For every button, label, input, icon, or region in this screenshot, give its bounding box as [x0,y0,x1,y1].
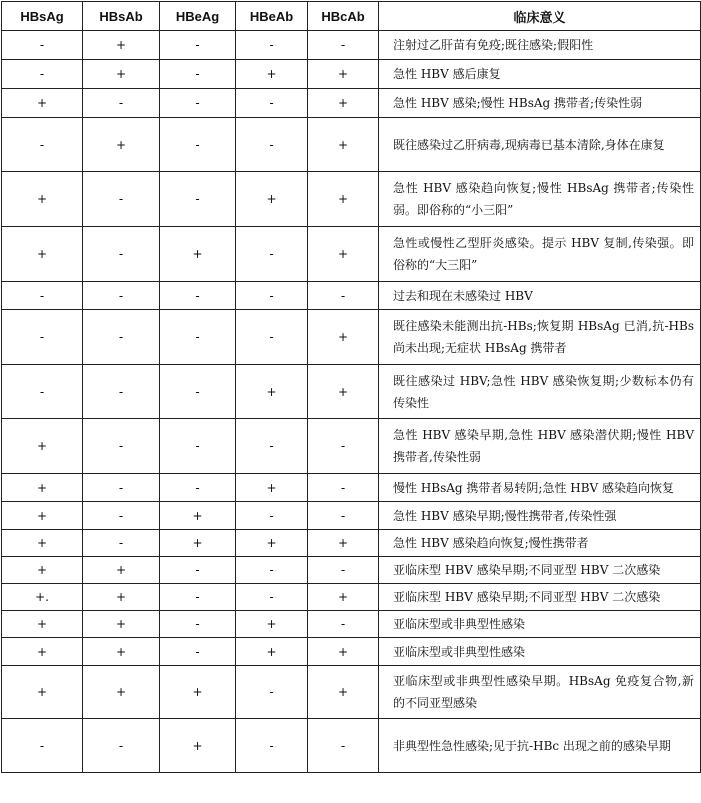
cell-hbsab-result: + [83,584,160,611]
table-row [2,365,701,419]
cell-clinical-meaning: 急性或慢性乙型肝炎感染。提示 HBV 复制,传染强。即俗称的“大三阳” [379,227,701,282]
cell-hbsab-result: - [83,719,160,773]
cell-hbsab-result: - [83,419,160,474]
cell-hbsag-result: + [2,557,83,584]
cell-hbsag-result: - [2,60,83,89]
cell-clinical-meaning: 急性 HBV 感染趋向恢复;慢性 HBsAg 携带者;传染性弱。即俗称的“小三阳” [379,172,701,227]
hbv-markers-table [1,1,701,773]
cell-hbsag-result: + [2,474,83,502]
table-row [2,282,701,310]
cell-hbeab-result: - [236,282,308,310]
table-row [2,60,701,89]
cell-hbsag-result: + [2,611,83,638]
cell-hbcab-result: - [308,31,379,60]
cell-hbeag-result: - [160,172,236,227]
cell-hbcab-result: - [308,474,379,502]
cell-hbeab-result: - [236,502,308,530]
cell-hbeag-result: - [160,31,236,60]
cell-hbeag-result: - [160,310,236,365]
cell-hbsag-result: - [2,118,83,172]
cell-hbeab-result: - [236,666,308,719]
cell-hbeag-result: - [160,60,236,89]
cell-hbsag-result: - [2,31,83,60]
cell-hbeag-result: - [160,365,236,419]
cell-hbeag-result: - [160,557,236,584]
cell-clinical-meaning: 急性 HBV 感染;慢性 HBsAg 携带者;传染性弱 [379,89,701,118]
cell-hbeab-result: - [236,118,308,172]
header-hbeab: HBeAb [236,2,308,31]
cell-clinical-meaning: 既往感染过乙肝病毒,现病毒已基本清除,身体在康复 [379,118,701,172]
cell-hbeab-result: - [236,584,308,611]
cell-clinical-meaning: 亚临床型 HBV 感染早期;不同亚型 HBV 二次感染 [379,557,701,584]
cell-hbcab-result: + [308,227,379,282]
cell-clinical-meaning: 急性 HBV 感染趋向恢复;慢性携带者 [379,530,701,557]
cell-hbsab-result: - [83,172,160,227]
table-row [2,118,701,172]
cell-hbsag-result: - [2,365,83,419]
cell-hbcab-result: - [308,502,379,530]
cell-hbcab-result: + [308,310,379,365]
header-hbcab: HBcAb [308,2,379,31]
cell-clinical-meaning: 注射过乙肝苗有免疫;既往感染;假阳性 [379,31,701,60]
cell-hbeag-result: - [160,89,236,118]
cell-hbcab-result: - [308,557,379,584]
cell-hbcab-result: + [308,584,379,611]
table-row [2,31,701,60]
cell-hbeab-result: + [236,172,308,227]
table-row [2,666,701,719]
table-row [2,310,701,365]
cell-hbcab-result: + [308,530,379,557]
cell-hbsab-result: - [83,227,160,282]
cell-hbeab-result: + [236,60,308,89]
cell-clinical-meaning: 既往感染未能测出抗-HBs;恢复期 HBsAg 已消,抗-HBs 尚未出现;无症状 HBsAg 携带者 [379,310,701,365]
cell-hbcab-result: + [308,638,379,666]
cell-hbsab-result: + [83,557,160,584]
cell-hbeag-result: - [160,118,236,172]
cell-hbeab-result: - [236,310,308,365]
table-body [2,31,701,773]
cell-hbeab-result: + [236,611,308,638]
table-row [2,638,701,666]
cell-clinical-meaning: 亚临床型 HBV 感染早期;不同亚型 HBV 二次感染 [379,584,701,611]
cell-clinical-meaning: 亚临床型或非典型性感染早期。HBsAg 免疫复合物,新的不同亚型感染 [379,666,701,719]
cell-hbeab-result: + [236,474,308,502]
cell-hbsab-result: - [83,365,160,419]
cell-hbsab-result: - [83,502,160,530]
cell-clinical-meaning: 亚临床型或非典型性感染 [379,638,701,666]
cell-hbcab-result: - [308,282,379,310]
table-row [2,89,701,118]
cell-clinical-meaning: 急性 HBV 感后康复 [379,60,701,89]
cell-hbeag-result: - [160,474,236,502]
table-row [2,502,701,530]
cell-hbsag-result: + [2,530,83,557]
cell-hbsab-result: - [83,530,160,557]
cell-hbsag-result: - [2,282,83,310]
cell-hbsab-result: - [83,474,160,502]
cell-hbeag-result: + [160,666,236,719]
cell-hbcab-result: + [308,172,379,227]
cell-clinical-meaning: 急性 HBV 感染早期,急性 HBV 感染潜伏期;慢性 HBV 携带者,传染性弱 [379,419,701,474]
cell-hbeag-result: + [160,502,236,530]
cell-hbeag-result: - [160,584,236,611]
table-row [2,611,701,638]
cell-hbcab-result: - [308,419,379,474]
cell-hbcab-result: + [308,365,379,419]
table-row [2,719,701,773]
cell-clinical-meaning: 急性 HBV 感染早期;慢性携带者,传染性强 [379,502,701,530]
cell-hbcab-result: + [308,89,379,118]
header-clinical-meaning: 临床意义 [379,2,701,31]
cell-hbsag-result: + [2,419,83,474]
cell-hbeab-result: - [236,719,308,773]
cell-hbsag-result: + [2,89,83,118]
cell-hbeab-result: + [236,530,308,557]
cell-hbeag-result: - [160,638,236,666]
table-row [2,584,701,611]
cell-hbsab-result: - [83,310,160,365]
cell-clinical-meaning: 过去和现在未感染过 HBV [379,282,701,310]
header-hbeag: HBeAg [160,2,236,31]
cell-hbsab-result: + [83,638,160,666]
header-hbsab: HBsAb [83,2,160,31]
cell-hbsab-result: + [83,118,160,172]
cell-clinical-meaning: 慢性 HBsAg 携带者易转阴;急性 HBV 感染趋向恢复 [379,474,701,502]
cell-hbsab-result: + [83,31,160,60]
cell-hbeag-result: + [160,227,236,282]
table-row [2,227,701,282]
cell-hbeag-result: + [160,530,236,557]
cell-hbsag-result: + [2,638,83,666]
cell-hbsag-result: + [2,666,83,719]
cell-hbcab-result: + [308,118,379,172]
cell-hbeab-result: - [236,557,308,584]
cell-hbcab-result: + [308,60,379,89]
cell-hbsag-result: + [2,172,83,227]
cell-hbsab-result: - [83,89,160,118]
cell-hbeab-result: - [236,89,308,118]
cell-hbeag-result: + [160,719,236,773]
cell-clinical-meaning: 亚临床型或非典型性感染 [379,611,701,638]
cell-hbsab-result: + [83,611,160,638]
cell-hbeag-result: - [160,419,236,474]
cell-hbeab-result: + [236,365,308,419]
cell-hbsab-result: + [83,666,160,719]
cell-hbsag-result: + [2,502,83,530]
cell-hbeag-result: - [160,282,236,310]
table-row [2,530,701,557]
cell-hbcab-result: - [308,719,379,773]
hbv-markers-table-container [1,1,701,773]
cell-hbsag-result: - [2,310,83,365]
table-row [2,172,701,227]
cell-hbeab-result: - [236,31,308,60]
table-row [2,557,701,584]
cell-clinical-meaning: 既往感染过 HBV;急性 HBV 感染恢复期;少数标本仍有传染性 [379,365,701,419]
cell-hbcab-result: - [308,611,379,638]
header-hbsag: HBsAg [2,2,83,31]
cell-hbsag-result: - [2,719,83,773]
cell-clinical-meaning: 非典型性急性感染;见于抗-HBc 出现之前的感染早期 [379,719,701,773]
cell-hbeab-result: + [236,638,308,666]
cell-hbsag-result: +. [2,584,83,611]
cell-hbsag-result: + [2,227,83,282]
table-row [2,419,701,474]
cell-hbeag-result: - [160,611,236,638]
cell-hbeab-result: - [236,419,308,474]
table-row [2,474,701,502]
cell-hbsab-result: + [83,60,160,89]
header-row [2,2,701,31]
cell-hbsab-result: - [83,282,160,310]
cell-hbcab-result: + [308,666,379,719]
cell-hbeab-result: - [236,227,308,282]
